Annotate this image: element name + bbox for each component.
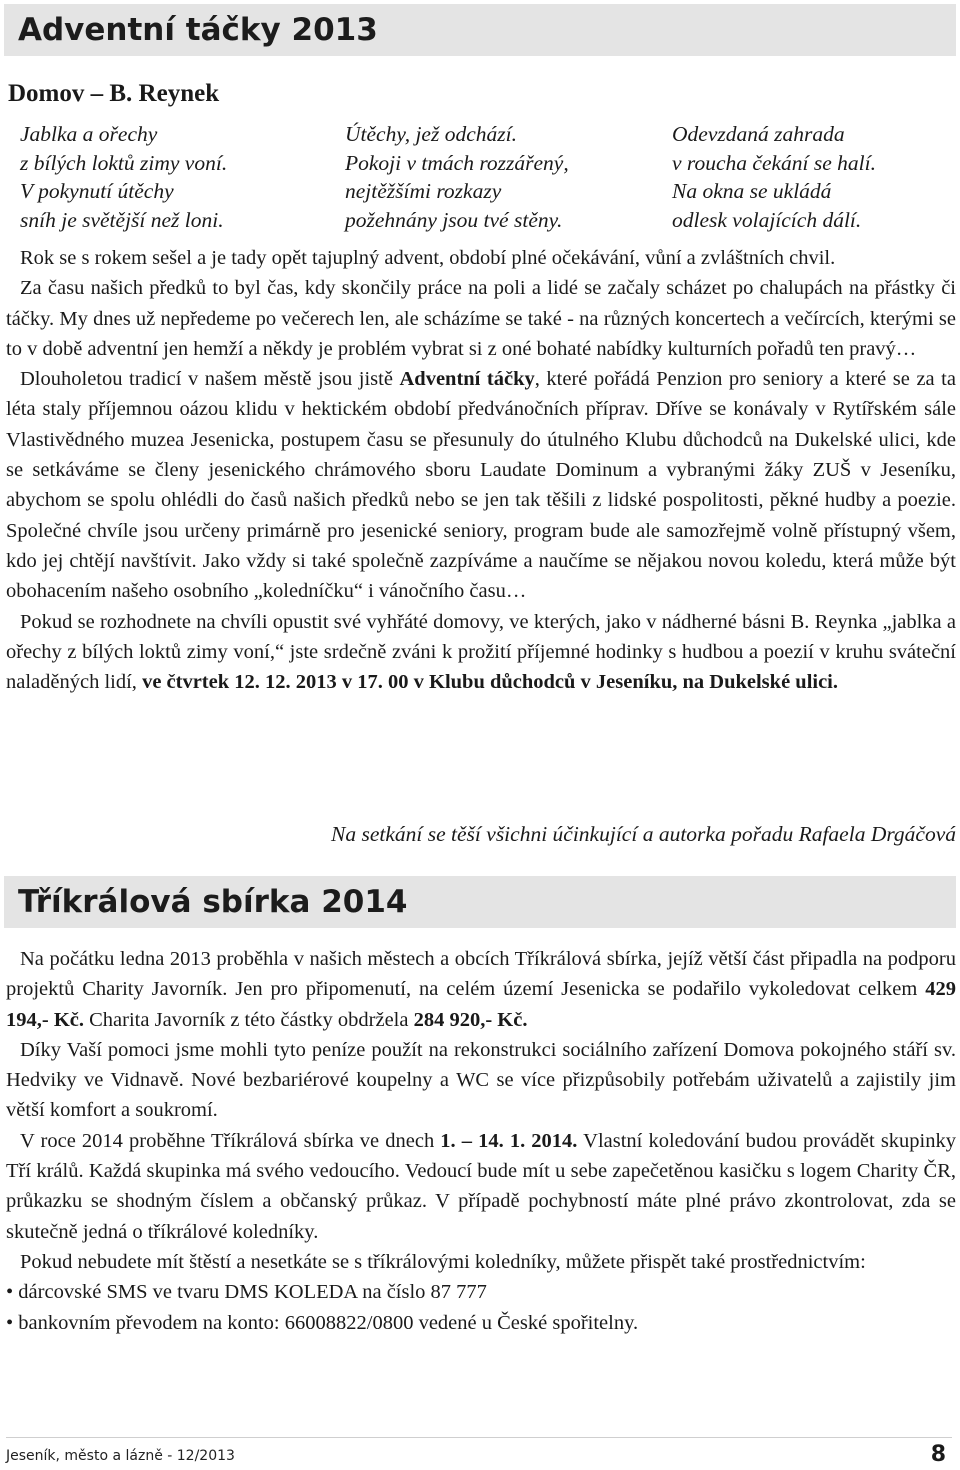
poem-subheading: Domov – B. Reynek [8, 80, 220, 107]
poem-stanza [672, 120, 876, 234]
article-body-advent [6, 243, 956, 697]
publication-name: Jeseník, město a lázně - 12/2013 [6, 1448, 235, 1464]
paragraph [6, 1126, 956, 1247]
poem-line: Na okna se ukládá [672, 179, 832, 203]
poem-line: Jablka a ořechy [20, 122, 158, 146]
poem-line: odlesk volajících dálí. [672, 207, 862, 232]
text-run: Charita Javorník z této částky obdržela [84, 1008, 414, 1031]
list-item: • dárcovské SMS ve tvaru DMS KOLEDA na číslo 87 777 [6, 1281, 487, 1304]
paragraph: Pokud nebudete mít štěstí a nesetkáte se s tříkrálovými koledníky, můžete přispět také prostřednictvím: [20, 1250, 866, 1273]
paragraph: Rok se s rokem sešel a je tady opět tajuplný advent, období plné očekávání, vůní a zvláštních chvil. [20, 247, 836, 269]
poem-line: Útěchy, jež odchází. [345, 122, 517, 146]
page-number: 8 [930, 1442, 946, 1467]
poem-line: Odevzdaná zahrada [672, 122, 845, 146]
paragraph: Díky Vaší pomoci jsme mohli tyto peníze použít na rekonstrukci sociálního zařízení Domova pokojného stáří sv. Hedviky ve Vidnavě. Nové bezbariérové koupelny a WC se více přizpůsobily potřebám uživatelů a zajistily jim větší komfort a soukromí. [6, 1038, 956, 1122]
article-heading-sbirka [4, 876, 956, 928]
amount-total: 429 194,- Kč. [6, 978, 956, 1031]
text-run: Pokud se rozhodnete na chvíli opustit své vyhřáté domovy, ve kterých, jako v nádherné básni B. Reynka „jablka a ořechy z bílých loktů zimy voní,“ jste srdečně zváni k prožití příjemné hodinky s hudbou a poezií v kruhu sváteční naladěných lidí, [6, 610, 956, 694]
author-signature: Na setkání se těší všichni účinkující a autorka pořadu Rafaela Drgáčová [331, 822, 956, 846]
article-heading-advent [4, 4, 956, 56]
text-run: , které pořádá Penzion pro seniory a které se za ta léta staly příjemnou oázou klidu v hektickém období předvánočních příprav. Dříve se konávaly v Rytířském sále Vlastivědného muzea Jesenicka, postupem času se přesunuly do útulného Klubu důchodců na Dukelské ulici, kde se setkáváme se členy jesenického chrámového sboru Laudate Dominum a vybranými žáky ZUŠ v Jeseníku, abychom se spolu ohlédli do časů našich předků nebo se jen tak těšili z lidské pospolitosti, pěkné hudby a poezie. Společné chvíle jsou určeny primárně pro jesenické seniory, program bude ale samozřejmě volně přístupný všem, kdo jej chtějí navštívit. Jako vždy si také společně zazpíváme a naučíme se nějakou novou koledu, která může být obohacením našeho osobního „koledníčku“ i vánočního času… [6, 368, 956, 603]
poem-line: v roucha čekání se halí. [672, 150, 876, 175]
amount-received: 284 920,- Kč. [413, 1008, 528, 1031]
paragraph [6, 364, 956, 606]
poem-line: sníh je světější než loni. [20, 207, 224, 232]
poem-stanza [345, 120, 569, 234]
article-body-sbirka [6, 944, 956, 1338]
text-run: Dlouholetou tradicí v našem městě jsou jistě [20, 368, 400, 391]
article-heading-text: Adventní táčky 2013 [18, 12, 378, 48]
text-run: Na počátku ledna 2013 proběhla v našich městech a obcích Tříkrálová sbírka, jejíž větší část připadla na podporu projektů Charity Javorník. Jen pro připomenutí, na celém území Jesenicka se podařilo vykoledovat celkem [6, 948, 956, 1001]
poem-stanza [20, 120, 227, 234]
paragraph: Za času našich předků to byl čas, kdy skončily práce na poli a lidé se začaly scházet po chalupách na přástky či táčky. My dnes už nepředeme po večerech len, ale scházíme se také - na různých koncertech a večírcích, kterými se to v době adventní jen hemží a někdy je problém vybrat si z oné bohaté nabídky kulturních pořadů ten pravý… [6, 277, 956, 360]
donation-options-list [6, 1277, 956, 1338]
poem-line: z bílých loktů zimy voní. [20, 150, 228, 175]
bold-text: Adventní táčky [399, 368, 535, 391]
poem-line: V pokynutí útěchy [20, 179, 174, 203]
collection-dates: 1. – 14. 1. 2014. [440, 1129, 578, 1152]
page-footer [6, 1437, 952, 1467]
text-run: Vlastní koledování budou provádět skupinky Tří králů. Každá skupinka má svého vedoucího. Vedoucí bude mít u sebe zapečetěnou kasičku s logem Charity ČR, průkazku se shodným číslem a občanský průkaz. V případě pochybností máte plné právo zkontrolovat, zda se skutečně jedná o tříkrálové koledníky. [6, 1129, 956, 1243]
poem-line: Pokoji v tmách rozzářený, [345, 150, 569, 175]
event-details: ve čtvrtek 12. 12. 2013 v 17. 00 v Klubu důchodců v Jeseníku, na Dukelské ulici. [142, 671, 839, 694]
poem-line: požehnány jsou tvé stěny. [345, 207, 563, 232]
list-item: • bankovním převodem na konto: 66008822/0800 vedené u České spořitelny. [6, 1311, 639, 1334]
paragraph [6, 944, 956, 1035]
article-heading-text: Tříkrálová sbírka 2014 [18, 884, 408, 920]
poem-line: nejtěžšími rozkazy [345, 179, 502, 203]
text-run: V roce 2014 proběhne Tříkrálová sbírka ve dnech [20, 1129, 441, 1152]
paragraph [6, 607, 956, 698]
